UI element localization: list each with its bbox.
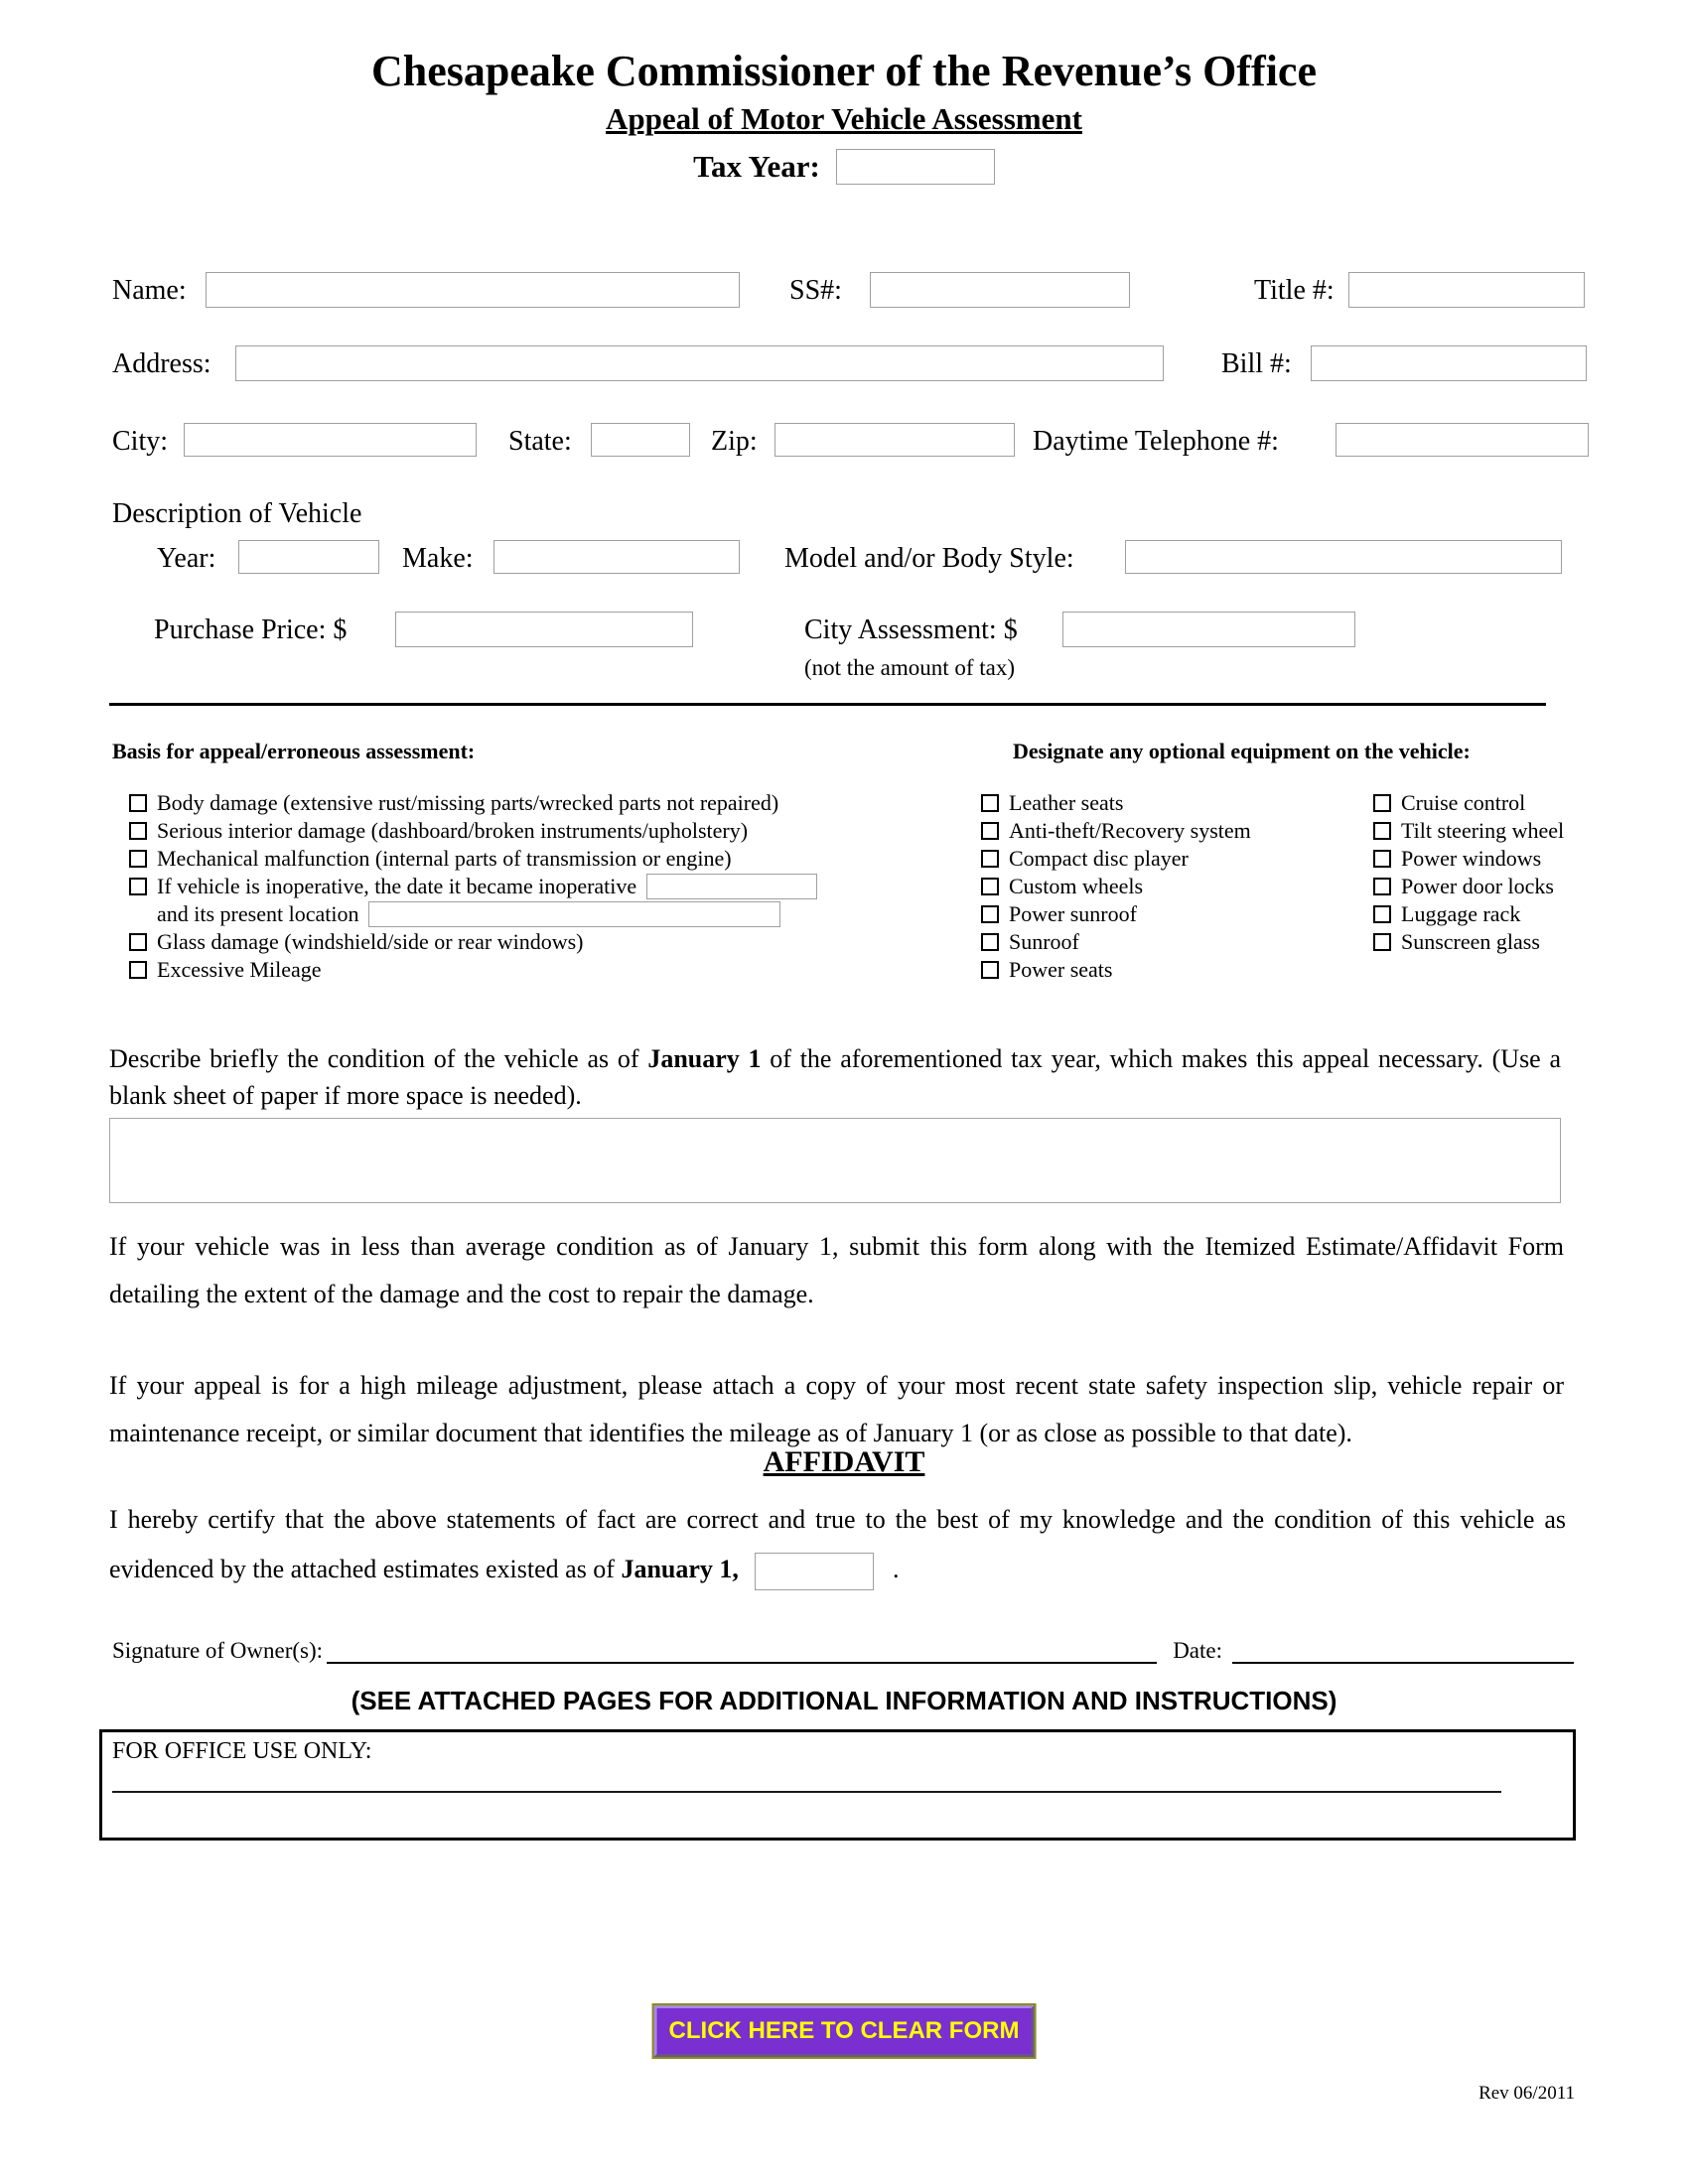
assessment-note: (not the amount of tax)	[804, 655, 1016, 680]
leather-seats-label: Leather seats	[1009, 790, 1124, 815]
identity-row-2	[0, 345, 1688, 387]
office-use-box	[99, 1729, 1576, 1841]
city-assessment-input[interactable]	[1062, 612, 1355, 647]
tax-year-row	[0, 149, 1688, 185]
equipment-heading: Designate any optional equipment on the vehicle:	[1013, 739, 1471, 763]
power-door-locks-checkbox[interactable]	[1373, 878, 1391, 895]
identity-row-3	[0, 423, 1688, 465]
vehicle-row-2	[0, 612, 1688, 653]
basis-item	[129, 792, 914, 814]
cd-player-label: Compact disc player	[1009, 846, 1189, 871]
basis-heading: Basis for appeal/erroneous assessment:	[112, 739, 476, 763]
power-seats-label: Power seats	[1009, 957, 1113, 982]
address-input[interactable]	[235, 345, 1164, 381]
power-windows-checkbox[interactable]	[1373, 850, 1391, 868]
present-location-input[interactable]	[368, 901, 780, 927]
city-assessment-label: City Assessment: $	[804, 614, 1018, 645]
present-location-label: and its present location	[157, 901, 359, 926]
excessive-mileage-checkbox[interactable]	[129, 961, 147, 979]
mechanical-malfunction-label: Mechanical malfunction (internal parts of transmission or engine)	[157, 846, 732, 871]
affidavit-text-bold: January 1,	[621, 1555, 739, 1583]
year-input[interactable]	[238, 540, 379, 574]
form-subtitle-text: Appeal of Motor Vehicle Assessment	[606, 101, 1082, 136]
body-damage-label: Body damage (extensive rust/missing parts/wrecked parts not repaired)	[157, 790, 779, 815]
vehicle-row-1	[0, 540, 1688, 582]
state-label: State:	[508, 426, 572, 457]
equipment-item	[981, 820, 1358, 842]
name-label: Name:	[112, 275, 187, 306]
affidavit-year-input[interactable]	[755, 1553, 874, 1590]
basis-item	[157, 903, 914, 925]
equipment-item	[981, 848, 1358, 870]
power-door-locks-label: Power door locks	[1401, 874, 1554, 898]
clear-form-button[interactable]: CLICK HERE TO CLEAR FORM	[654, 2005, 1035, 2057]
anti-theft-checkbox[interactable]	[981, 822, 999, 840]
excessive-mileage-label: Excessive Mileage	[157, 957, 322, 982]
zip-input[interactable]	[774, 423, 1015, 457]
inoperative-vehicle-checkbox[interactable]	[129, 878, 147, 895]
revision-label: Rev 06/2011	[1478, 2083, 1575, 2104]
condition-text-post: of the aforementioned tax year, which makes this appeal necessary. (Use a blank sheet of paper if more space is needed).	[109, 1044, 1562, 1110]
equipment-item	[1373, 820, 1671, 842]
make-input[interactable]	[493, 540, 740, 574]
mechanical-malfunction-checkbox[interactable]	[129, 850, 147, 868]
daytime-phone-input[interactable]	[1336, 423, 1589, 457]
basis-item	[129, 848, 914, 870]
less-than-average-paragraph: If your vehicle was in less than average condition as of January 1, submit this form along with the Itemized Estimate/Affidavit Form detailing the extent of the damage and the cost to repair the damage.	[109, 1232, 1564, 1308]
equipment-item	[981, 903, 1358, 925]
condition-text-bold: January 1	[647, 1044, 762, 1073]
affidavit-text-pre: I hereby certify that the above statements of fact are correct and true to the best of my knowledge and the condition of this vehicle as evidenced by the attached estimates existed as of	[109, 1505, 1566, 1583]
sunroof-checkbox[interactable]	[981, 933, 999, 951]
model-body-style-label: Model and/or Body Style:	[784, 543, 1074, 574]
condition-text-pre: Describe briefly the condition of the vehicle as of	[109, 1044, 639, 1073]
year-label: Year:	[157, 543, 216, 574]
basis-item	[129, 876, 914, 897]
basis-checklist	[129, 792, 914, 987]
equipment-item	[1373, 931, 1671, 953]
inoperative-vehicle-label: If vehicle is inoperative, the date it became inoperative	[157, 874, 637, 898]
equipment-item	[1373, 903, 1671, 925]
inoperative-date-input[interactable]	[646, 874, 817, 899]
equipment-item	[1373, 876, 1671, 897]
equipment-column-2	[1373, 792, 1671, 959]
tilt-steering-label: Tilt steering wheel	[1401, 818, 1565, 843]
bill-number-label: Bill #:	[1221, 348, 1292, 379]
section-divider	[109, 703, 1546, 706]
body-damage-checkbox[interactable]	[129, 794, 147, 812]
title-number-label: Title #:	[1254, 275, 1335, 306]
sunscreen-glass-label: Sunscreen glass	[1401, 929, 1540, 954]
signature-line	[327, 1638, 1157, 1664]
affidavit-heading: AFFIDAVIT	[763, 1445, 925, 1478]
bill-number-input[interactable]	[1311, 345, 1587, 381]
equipment-item	[1373, 792, 1671, 814]
basis-item	[129, 959, 914, 981]
affidavit-text-post: .	[892, 1555, 900, 1583]
cruise-control-label: Cruise control	[1401, 790, 1526, 815]
state-input[interactable]	[591, 423, 690, 457]
custom-wheels-checkbox[interactable]	[981, 878, 999, 895]
anti-theft-label: Anti-theft/Recovery system	[1009, 818, 1251, 843]
basis-item	[129, 931, 914, 953]
interior-damage-checkbox[interactable]	[129, 822, 147, 840]
equipment-item	[981, 931, 1358, 953]
basis-item	[129, 820, 914, 842]
purchase-price-input[interactable]	[395, 612, 693, 647]
condition-textarea[interactable]	[109, 1118, 1561, 1203]
daytime-phone-label: Daytime Telephone #:	[1033, 426, 1279, 457]
equipment-column-1	[981, 792, 1358, 987]
equipment-item	[1373, 848, 1671, 870]
affidavit-paragraph	[109, 1495, 1566, 1594]
signature-label: Signature of Owner(s):	[112, 1638, 324, 1663]
leather-seats-checkbox[interactable]	[981, 794, 999, 812]
date-line	[1232, 1638, 1574, 1664]
sunroof-label: Sunroof	[1009, 929, 1079, 954]
make-label: Make:	[402, 543, 474, 574]
condition-description-paragraph	[109, 1040, 1561, 1114]
address-label: Address:	[112, 348, 211, 379]
tilt-steering-checkbox[interactable]	[1373, 822, 1391, 840]
luggage-rack-checkbox[interactable]	[1373, 905, 1391, 923]
vehicle-section-heading: Description of Vehicle	[112, 498, 362, 529]
equipment-item	[981, 959, 1358, 981]
equipment-item	[981, 876, 1358, 897]
model-body-style-input[interactable]	[1125, 540, 1562, 574]
interior-damage-label: Serious interior damage (dashboard/broken instruments/upholstery)	[157, 818, 749, 843]
office-use-line	[112, 1791, 1501, 1793]
power-sunroof-checkbox[interactable]	[981, 905, 999, 923]
city-input[interactable]	[184, 423, 477, 457]
form-subtitle	[0, 101, 1688, 137]
glass-damage-label: Glass damage (windshield/side or rear windows)	[157, 929, 584, 954]
ss-number-label: SS#:	[789, 275, 842, 306]
city-label: City:	[112, 426, 169, 457]
custom-wheels-label: Custom wheels	[1009, 874, 1144, 898]
tax-year-label: Tax Year:	[693, 149, 820, 184]
signature-row	[112, 1638, 1574, 1664]
identity-row-1	[0, 272, 1688, 314]
office-use-label: FOR OFFICE USE ONLY:	[112, 1738, 372, 1764]
glass-damage-checkbox[interactable]	[129, 933, 147, 951]
high-mileage-paragraph: If your appeal is for a high mileage adjustment, please attach a copy of your most recent state safety inspection slip, vehicle repair or maintenance receipt, or similar document that identifies the mileage as of January 1 (or as close as possible to that date).	[109, 1371, 1564, 1447]
see-attached-note: (SEE ATTACHED PAGES FOR ADDITIONAL INFORMATION AND INSTRUCTIONS)	[351, 1686, 1337, 1715]
title-number-input[interactable]	[1348, 272, 1585, 308]
sunscreen-glass-checkbox[interactable]	[1373, 933, 1391, 951]
cruise-control-checkbox[interactable]	[1373, 794, 1391, 812]
power-seats-checkbox[interactable]	[981, 961, 999, 979]
power-sunroof-label: Power sunroof	[1009, 901, 1137, 926]
date-label: Date:	[1173, 1638, 1222, 1663]
zip-label: Zip:	[711, 426, 758, 457]
tax-year-input[interactable]	[836, 149, 995, 185]
cd-player-checkbox[interactable]	[981, 850, 999, 868]
name-input[interactable]	[206, 272, 740, 308]
form-title: Chesapeake Commissioner of the Revenue’s Office	[371, 47, 1317, 95]
luggage-rack-label: Luggage rack	[1401, 901, 1521, 926]
purchase-price-label: Purchase Price: $	[154, 614, 348, 645]
equipment-item	[981, 792, 1358, 814]
ss-number-input[interactable]	[870, 272, 1130, 308]
power-windows-label: Power windows	[1401, 846, 1542, 871]
